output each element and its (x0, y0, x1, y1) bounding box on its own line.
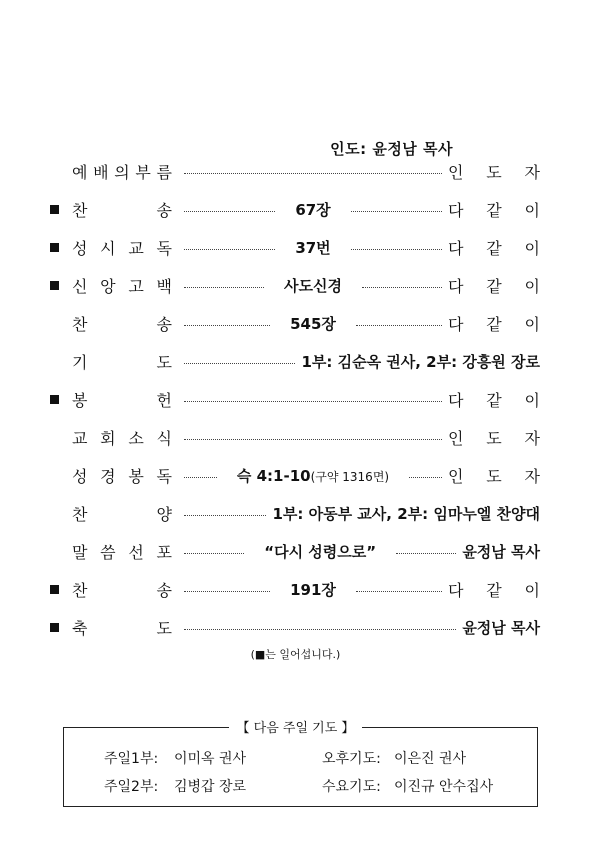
label-char: 송 (156, 200, 172, 220)
order-item-responsible (448, 388, 540, 411)
order-item-label (72, 274, 172, 297)
responsible-char: 같 (486, 238, 502, 258)
order-item-responsible: 1부: 김순옥 권사, 2부: 강흥원 장로 (301, 352, 540, 371)
order-item (50, 615, 540, 639)
responsible-char: 인 (448, 162, 464, 182)
dot-leader (184, 439, 442, 440)
bullet-slot (50, 243, 72, 252)
order-item-responsible (448, 198, 540, 221)
label-char: 기 (72, 352, 88, 372)
prayer-label-2: 오후기도: (322, 751, 381, 767)
label-char: 회 (100, 428, 116, 448)
responsible-char: 인 (448, 466, 464, 486)
order-item-detail-text: 545장 (290, 314, 336, 333)
label-char: 고 (128, 276, 144, 296)
order-item-label (72, 502, 172, 525)
order-item (50, 463, 540, 487)
order-item-responsible (448, 464, 540, 487)
responsible-char: 이 (524, 314, 540, 334)
leader-dots (184, 199, 442, 220)
responsible-char: 같 (486, 276, 502, 296)
label-char: 찬 (72, 314, 88, 334)
label-char: 도 (156, 352, 172, 372)
label-char: 찬 (72, 200, 88, 220)
label-char: 헌 (156, 390, 172, 410)
order-item-detail (217, 465, 409, 486)
order-item-responsible (448, 274, 540, 297)
order-item-detail-text: 191장 (290, 580, 336, 599)
dot-leader (184, 325, 270, 326)
order-item-label (72, 578, 172, 601)
order-item-responsible (448, 312, 540, 335)
label-char: 름 (156, 162, 172, 182)
label-char: 독 (156, 238, 172, 258)
label-char: 봉 (128, 466, 144, 486)
order-item (50, 349, 540, 373)
order-item-label (72, 616, 172, 639)
dot-leader (184, 401, 442, 402)
dot-leader (184, 211, 275, 212)
order-item-detail-text: 37번 (295, 238, 331, 257)
label-char: 식 (156, 428, 172, 448)
order-item (50, 577, 540, 601)
leader-dots (184, 579, 442, 600)
order-item-label (72, 464, 172, 487)
responsible-char: 인 (448, 428, 464, 448)
label-char: 말 (72, 542, 88, 562)
dot-leader (356, 325, 442, 326)
label-char: 송 (156, 580, 172, 600)
responsible-char: 다 (448, 314, 464, 334)
label-char: 도 (156, 618, 172, 638)
prayer-label-4: 수요기도: (322, 779, 381, 795)
responsible-char: 도 (486, 428, 502, 448)
responsible-char: 자 (524, 428, 540, 448)
responsible-char: 자 (524, 466, 540, 486)
responsible-char: 이 (524, 580, 540, 600)
order-item-detail-text: “다시 성령으로” (264, 542, 377, 561)
order-item-responsible: 윤정남 목사 (462, 542, 540, 561)
order-item (50, 235, 540, 259)
label-char: 성 (72, 466, 88, 486)
order-item (50, 273, 540, 297)
leader-dots (184, 625, 456, 630)
responsible-char: 같 (486, 390, 502, 410)
responsible-char: 같 (486, 580, 502, 600)
dot-leader (184, 287, 264, 288)
bullet-slot (50, 395, 72, 404)
order-item-label (72, 350, 172, 373)
label-char: 찬 (72, 504, 88, 524)
label-char: 배 (93, 162, 109, 182)
responsible-char: 자 (524, 162, 540, 182)
label-char: 축 (72, 618, 88, 638)
order-item-detail (264, 275, 362, 296)
leader-dots (184, 237, 442, 258)
standing-square-icon (50, 623, 59, 632)
dot-leader (184, 249, 275, 250)
leader-dots (184, 465, 442, 486)
order-item-detail (270, 313, 356, 334)
prayer-label-3: 주일2부: (104, 779, 159, 795)
leader-dots (184, 275, 442, 296)
label-char: 예 (72, 162, 88, 182)
leader-dots (184, 397, 442, 402)
label-char: 교 (72, 428, 88, 448)
standing-square-icon (50, 205, 59, 214)
responsible-char: 같 (486, 314, 502, 334)
prayer-name-4: 이진규 안수집사 (394, 779, 494, 795)
label-char: 부 (135, 162, 151, 182)
standing-square-icon (50, 281, 59, 290)
responsible-char: 이 (524, 390, 540, 410)
responsible-char: 같 (486, 200, 502, 220)
dot-leader (396, 553, 456, 554)
bullet-slot (50, 585, 72, 594)
standing-note: (■는 일어섭니다.) (250, 648, 341, 661)
order-item (50, 311, 540, 335)
dot-leader (184, 515, 266, 516)
standing-square-icon (50, 395, 59, 404)
order-item-detail-text: 사도신경 (284, 276, 342, 295)
leader-dots (184, 359, 295, 364)
label-char: 독 (156, 466, 172, 486)
dot-leader (409, 477, 442, 478)
dot-leader (362, 287, 442, 288)
prayer-label-1: 주일1부: (104, 751, 159, 767)
dot-leader (356, 591, 442, 592)
label-char: 양 (156, 504, 172, 524)
dot-leader (184, 173, 442, 174)
label-char: 시 (100, 238, 116, 258)
prayer-name-2: 이은진 권사 (394, 751, 467, 767)
label-char: 선 (128, 542, 144, 562)
leader-dots (184, 541, 456, 562)
label-char: 봉 (72, 390, 88, 410)
responsible-char: 다 (448, 276, 464, 296)
responsible-char: 다 (448, 580, 464, 600)
dot-leader (184, 591, 270, 592)
dot-leader (184, 477, 217, 478)
order-item (50, 539, 540, 563)
prayer-name-1: 이미옥 권사 (174, 751, 247, 767)
order-item (50, 425, 540, 449)
order-item-label (72, 160, 172, 183)
label-char: 씀 (100, 542, 116, 562)
label-char: 소 (128, 428, 144, 448)
order-item-label (72, 540, 172, 563)
label-char: 찬 (72, 580, 88, 600)
order-item-label (72, 198, 172, 221)
responsible-char: 이 (524, 200, 540, 220)
order-item-responsible (448, 578, 540, 601)
order-item-detail-ref: (구약 1316면) (310, 469, 390, 484)
order-item (50, 197, 540, 221)
order-item-detail (275, 237, 350, 258)
order-item-detail-text: 슥 4:1-10 (236, 466, 311, 485)
responsible-char: 이 (524, 276, 540, 296)
dot-leader (184, 363, 295, 364)
order-item-responsible: 윤정남 목사 (462, 618, 540, 637)
order-item (50, 387, 540, 411)
dot-leader (184, 629, 456, 630)
leader-dots (184, 313, 442, 334)
responsible-char: 다 (448, 238, 464, 258)
responsible-char: 도 (486, 466, 502, 486)
order-item-label (72, 236, 172, 259)
responsible-char: 다 (448, 200, 464, 220)
prayer-box-title: 【 다음 주일 기도 】 (0, 717, 591, 736)
order-item-responsible (448, 236, 540, 259)
leader-dots (184, 511, 266, 516)
order-item-label (72, 312, 172, 335)
bullet-slot (50, 623, 72, 632)
order-item-detail (275, 199, 350, 220)
order-item-detail-text: 67장 (295, 200, 331, 219)
label-char: 성 (72, 238, 88, 258)
order-item-detail (270, 579, 356, 600)
order-item-responsible: 1부: 아동부 교사, 2부: 임마누엘 찬양대 (272, 504, 540, 523)
label-char: 의 (114, 162, 130, 182)
leader-dots (184, 169, 442, 174)
bullet-slot (50, 281, 72, 290)
standing-square-icon (50, 585, 59, 594)
dot-leader (184, 553, 244, 554)
responsible-char: 도 (486, 162, 502, 182)
order-item-responsible (448, 426, 540, 449)
label-char: 백 (156, 276, 172, 296)
label-char: 앙 (100, 276, 116, 296)
order-item-responsible (448, 160, 540, 183)
order-item (50, 501, 540, 525)
prayer-name-3: 김병갑 장로 (174, 779, 247, 795)
leader-dots (184, 435, 442, 440)
order-item-label (72, 388, 172, 411)
label-char: 교 (128, 238, 144, 258)
standing-square-icon (50, 243, 59, 252)
order-item-label (72, 426, 172, 449)
label-char: 신 (72, 276, 88, 296)
order-item-detail (244, 541, 396, 562)
dot-leader (351, 211, 442, 212)
dot-leader (351, 249, 442, 250)
label-char: 포 (156, 542, 172, 562)
order-item (50, 159, 540, 183)
bullet-slot (50, 205, 72, 214)
label-char: 송 (156, 314, 172, 334)
responsible-char: 이 (524, 238, 540, 258)
leader-line: 인도: 윤정남 목사 (330, 140, 453, 158)
responsible-char: 다 (448, 390, 464, 410)
label-char: 경 (100, 466, 116, 486)
